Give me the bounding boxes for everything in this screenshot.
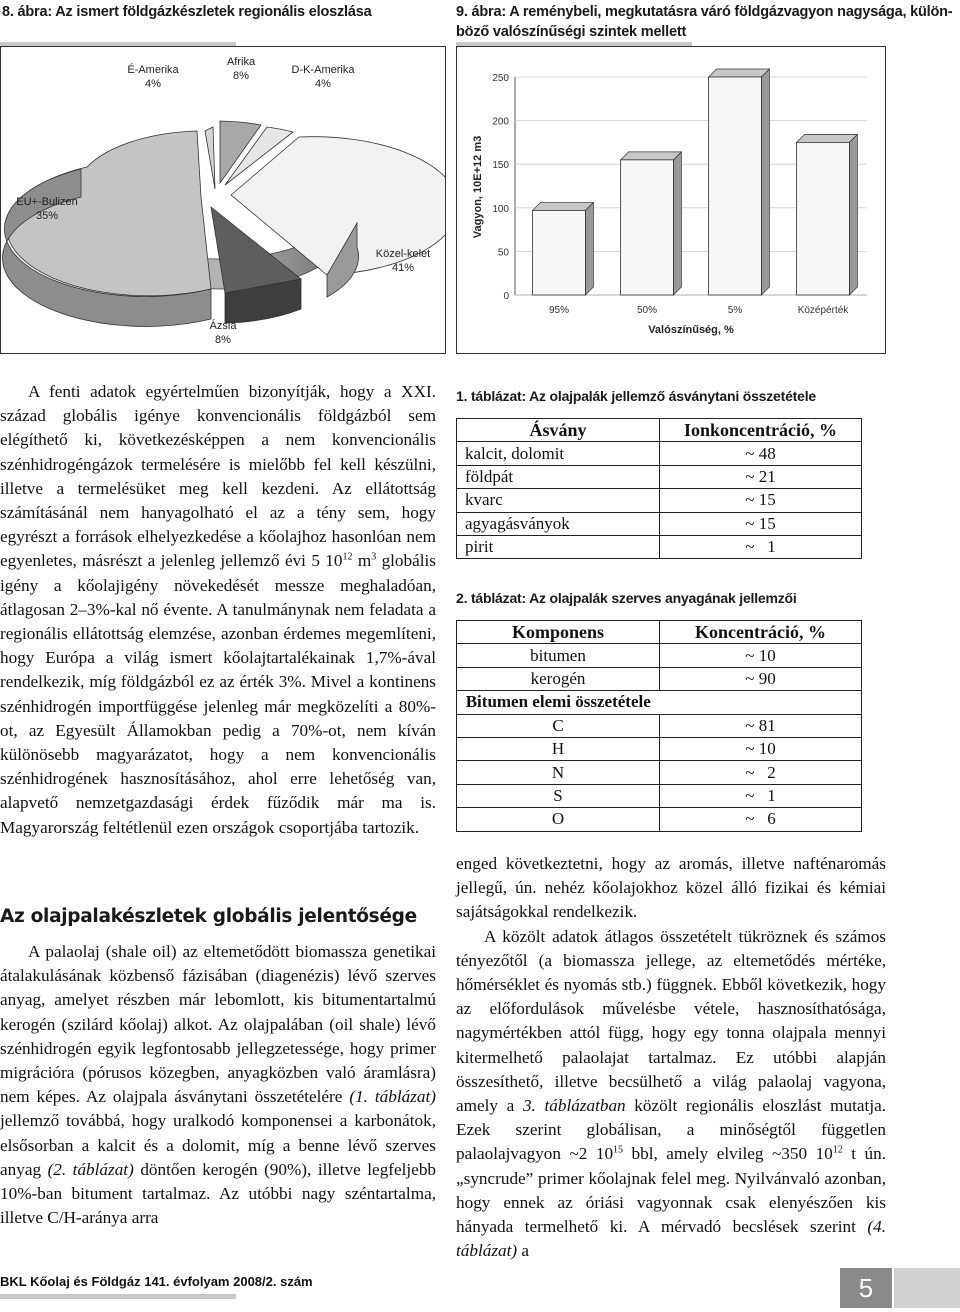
table-2-header-cell: Koncentráció, % — [660, 621, 862, 644]
pie-value-azsia: 8% — [215, 334, 231, 346]
left-p1-unit: m — [352, 551, 372, 571]
bar-y-axis-label: Vagyon, 10E+12 m3 — [472, 135, 484, 239]
table-1-header-cell: Ionkoncentráció, % — [660, 419, 862, 442]
left-column — [0, 380, 436, 840]
figure-9-caption-line1: 9. ábra: A reménybeli, megkutatásra váró földgázvagyon nagysága, külön- — [456, 4, 953, 20]
table-row — [457, 714, 862, 737]
bar-top — [797, 134, 858, 142]
footer-rule — [0, 1294, 236, 1299]
table-cell: agyagásványok — [457, 512, 660, 535]
pie-label-dk-amerika: D-K-Amerika — [291, 64, 355, 76]
figure-9-caption — [456, 2, 956, 42]
pie-label-kozel-kelet: Közel-kelet — [375, 248, 431, 260]
table-1-reference: (1. táblázat) — [349, 1087, 436, 1107]
bar-y-tick-label: 150 — [492, 160, 509, 172]
pie-value-eu: 35% — [35, 210, 59, 222]
bar-x-tick-label: 50% — [636, 305, 658, 316]
right-p2-sup-15: 15 — [613, 1144, 624, 1156]
pie-svg — [1, 47, 445, 353]
table-4-reference: (4. táblázat) — [456, 1217, 886, 1261]
table-row — [457, 535, 862, 558]
bar-x-tick-label: 5% — [727, 305, 743, 316]
table-subheader-empty — [660, 691, 862, 714]
table-cell: ~ 2 — [660, 761, 862, 784]
figure-9-caption-line2: böző valószínűségi szintek mellett — [456, 24, 687, 40]
table-2-header — [457, 621, 862, 644]
table-row — [457, 489, 862, 512]
right-p2-text-c: bbl, amely elvileg ~350 10 — [623, 1144, 833, 1164]
table-cell: ~ 1 — [660, 784, 862, 807]
table-cell: ~ 15 — [660, 512, 862, 535]
right-column — [456, 852, 886, 1263]
right-p2-text-d: t ún. „syncrude” primer kőolajnak felel meg. Nyilvánvaló azonban, hogy ennek az óriási vagyonnak csak elenyészően kis hányada termelhető ki. A mérvadó becslések szerint — [456, 1144, 886, 1237]
table-cell: N — [457, 761, 660, 784]
table-cell: ~ 15 — [660, 489, 862, 512]
bar-y-tick-label: 100 — [492, 203, 509, 215]
pie-label-e-amerika: É-Amerika — [127, 64, 179, 76]
table-cell: bitumen — [457, 644, 660, 667]
table-cell: pirit — [457, 535, 660, 558]
right-p2-sup-12: 12 — [832, 1144, 843, 1156]
table-1-caption: 1. táblázat: Az olajpalák jellemző ásványtani összetétele — [456, 388, 817, 404]
bar-0 — [533, 210, 586, 295]
table-2-reference: (2. táblázat) — [47, 1159, 134, 1179]
table-subheader-cell: Bitumen elemi összetétele — [457, 691, 660, 714]
table-cell: ~ 1 — [660, 535, 862, 558]
bar-y-tick-label: 50 — [497, 247, 509, 259]
figure-8-caption: 8. ábra: Az ismert földgázkészletek regionális eloszlása — [2, 4, 372, 20]
pie-label-azsia: Ázsia — [209, 320, 237, 332]
left-p1-sup-3: 3 — [371, 551, 377, 563]
table-row — [457, 784, 862, 807]
bar-top — [709, 69, 770, 77]
table-1 — [456, 418, 862, 559]
bar-1 — [621, 160, 674, 295]
bar-chart-svg — [457, 47, 885, 353]
pie-label-afrika: Afrika — [226, 56, 256, 68]
table-cell: ~ 10 — [660, 737, 862, 760]
table-2-subheader — [457, 691, 862, 714]
bar-3 — [797, 142, 850, 295]
bar-x-axis-label: Valószínűség, % — [648, 324, 734, 336]
table-cell: földpát — [457, 465, 660, 488]
table-cell: kvarc — [457, 489, 660, 512]
pie-value-e-amerika: 4% — [145, 78, 161, 90]
table-2 — [456, 620, 862, 832]
table-2-header-cell: Komponens — [457, 621, 660, 644]
bar-top — [533, 202, 594, 210]
table-1-header — [457, 419, 862, 442]
table-row — [457, 442, 862, 465]
left-paragraph-2 — [0, 940, 436, 1230]
left-p1-sup-12: 12 — [342, 551, 353, 563]
pie-label-eu: EU+-Bulizen — [16, 196, 78, 208]
right-p2-text-a: A közölt adatok átlagos összetételt tükröznek és számos tényezőtől (a biomassza jellege, az eltemetődés mértéke, hőmérséklet és nyomás stb.) függnek. Ebből következik, hogy az előfordulások művelésbe vétele, hasznosíthatósága, nagymértékben attól függ, hogy egy tonna olajpala mennyi kitermelhető palaolajat tartalmaz. Ez utóbbi alapján összesíthető, illetve becsülhető a világ palaolaj vagyona, amely a — [456, 926, 886, 1116]
table-row — [457, 737, 862, 760]
table-cell: C — [457, 714, 660, 737]
left-p1-text: A fenti adatok egyértelműen bizonyítják, hogy a XXI. század globális igénye konvencionális földgázból sem elégíthető ki, következésképpen a nem konvencionális szénhidrogéngázok termelésére is mielőbb fel kell készülni, illetve a termelésüket meg kell kezdeni. Az ellátottság számításánál nem hanyagolható el az a tény sem, hogy egyrészt a források elhelyezkedése a kőolajhoz hasonlóan nem egyenletes, másrészt a jelenleg jellemző évi 5 10 — [0, 382, 436, 571]
table-1-header-cell: Ásvány — [457, 419, 660, 442]
table-cell: kerogén — [457, 667, 660, 690]
page-number-bar — [894, 1268, 960, 1308]
table-row — [457, 808, 862, 831]
left-p2-text-c: döntően kerogén (90%), illetve legfeljebb 10%-ban bitument tartalmaz. Az utóbbi nagy széntartalma, illetve C/H-aránya arra — [0, 1159, 437, 1228]
table-cell: ~ 10 — [660, 644, 862, 667]
table-row — [457, 644, 862, 667]
left-column-2 — [0, 940, 436, 1230]
bar-2 — [709, 77, 762, 295]
bar-side — [849, 134, 857, 295]
table-cell: S — [457, 784, 660, 807]
pie-value-kozel-kelet: 41% — [391, 262, 415, 274]
table-cell: ~ 90 — [660, 667, 862, 690]
table-row — [457, 465, 862, 488]
footer-journal: BKL Kőolaj és Földgáz 141. évfolyam 2008/2. szám — [0, 1274, 313, 1289]
table-cell: ~ 48 — [660, 442, 862, 465]
left-p2-text-a: A palaolaj (shale oil) az eltemetődött biomassza genetikai átalakulásának közbenső fázisában (diagenézis) lévő szerves anyag, amelyet részben már lebomlott, kis bitumentartalmú kerogén (szilárd kőolaj) alkot. Az olajpalában (oil shale) lévő szénhidrogén egyik legfontosabb jellegzetessége, hogy primer migrációra (pórusos közegben, anyagközben való áramlásra) nem képes. Az olajpala ásványtani összetételére — [0, 942, 436, 1107]
table-row — [457, 667, 862, 690]
bar-x-tick-label: 95% — [548, 305, 570, 316]
figure-9-bar-chart — [456, 46, 886, 354]
bar-side — [585, 202, 593, 295]
table-row — [457, 761, 862, 784]
pie-slice-e-amerika — [205, 127, 215, 189]
table-cell: H — [457, 737, 660, 760]
bar-side — [761, 69, 769, 295]
table-cell: O — [457, 808, 660, 831]
table-cell: kalcit, dolomit — [457, 442, 660, 465]
right-p2-text-b: közölt regionális eloszlást mutatja. Ezek szerint globálisan, a minőségtől független palaolajvagyon ~2 10 — [456, 1096, 887, 1164]
section-heading: Az olajpalakészletek globális jelentősége — [0, 906, 417, 927]
table-3-reference: 3. táblázatban — [522, 1096, 626, 1116]
figure-8-pie-chart — [0, 46, 446, 354]
table-2-caption: 2. táblázat: Az olajpalák szerves anyagának jellemzői — [456, 590, 797, 606]
table-cell: ~ 6 — [660, 808, 862, 831]
pie-value-dk-amerika: 4% — [315, 78, 331, 90]
right-paragraph-1: enged következtetni, hogy az aromás, illetve nafténaromás jellegű, ún. nehéz kőolajokhoz közel álló fizikai és kémiai sajátságokkal rendelkezik. — [456, 854, 886, 922]
left-p2-text-b: jellemző továbbá, hogy uralkodó komponensei a karbonátok, elsősorban a kalcit és a dolomit, míg a benne lévő szerves anyag — [0, 1111, 436, 1179]
bar-y-tick-label: 0 — [503, 291, 509, 302]
bar-side — [673, 152, 681, 295]
pie-slice-eu-bulizen — [3, 131, 211, 326]
bar-top — [621, 152, 682, 160]
left-paragraph-1 — [0, 380, 436, 840]
page-number: 5 — [840, 1268, 892, 1308]
table-cell: ~ 21 — [660, 465, 862, 488]
pie-value-afrika: 8% — [233, 70, 249, 82]
bar-x-tick-label: Középérték — [797, 305, 849, 316]
right-p2-text-e: a — [517, 1241, 530, 1261]
table-row — [457, 512, 862, 535]
bar-y-tick-label: 200 — [492, 116, 509, 128]
bar-y-tick-label: 250 — [492, 73, 509, 84]
right-paragraph-2 — [456, 925, 886, 1264]
table-cell: ~ 81 — [660, 714, 862, 737]
left-p1-text-end: globális igény a kőolajigény növekedését messze meghaladóan, átlagosan 2–3%-kal nő évente. A tanulmánynak nem feladata a regionális ellátottság elemzése, azonban érdemes megemlíteni, hogy Európa a világ ismert kőolajtartalékainak 1,7%-ával rendelkezik, míg földgázból ez az érték 3%. Mivel a kontinens szénhidrogén importfüggése jelenleg már megközelíti a 80%-ot, az Egyesült Államokban pedig a 70%-ot, nem kíván különösebb magyarázatot, hogy a nem konvencionális szénhidrogének hasznosításához, ahol erre lehetőség van, alapvető nemzetgazdasági érdek fűződik már ma is. Magyarország feltétlenül ezen országok csoportjába tartozik. — [0, 551, 436, 837]
